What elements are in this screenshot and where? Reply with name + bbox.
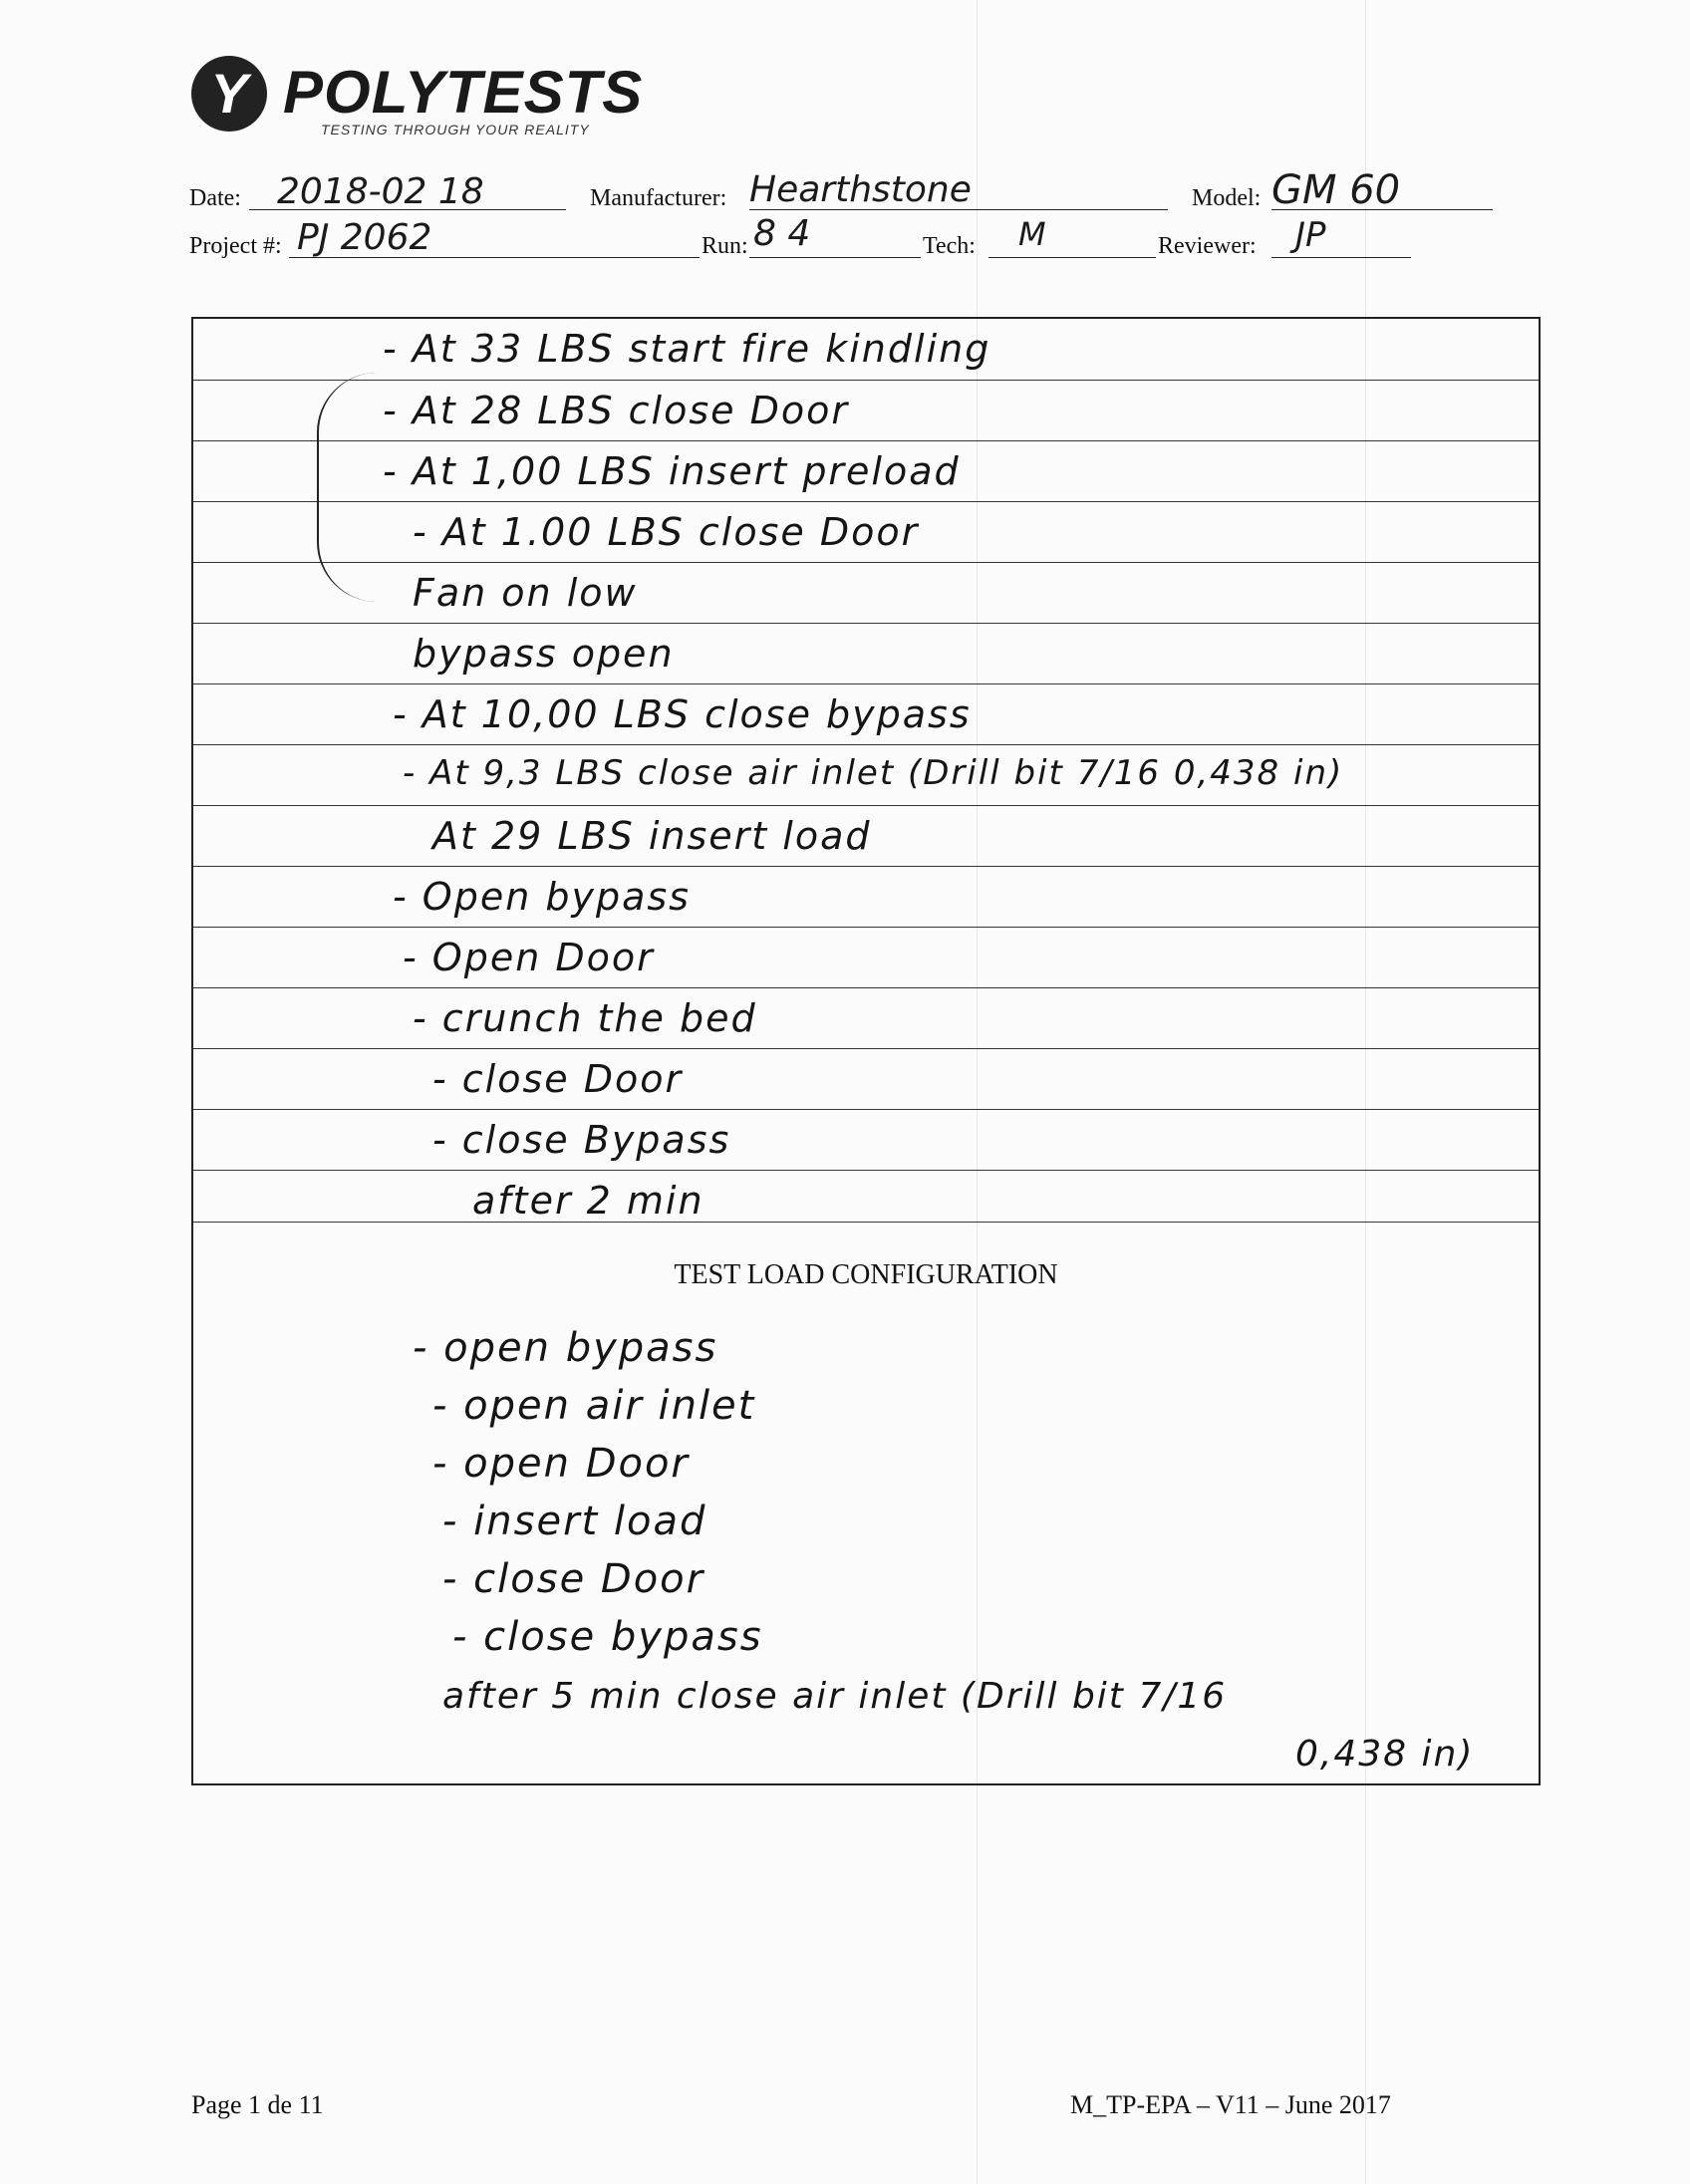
log-row-text: - Open Door [403, 936, 655, 979]
log-row[interactable] [193, 501, 1539, 563]
config-step: - insert load [442, 1499, 707, 1544]
config-step: - close Door [442, 1556, 705, 1602]
log-row-text: - At 10,00 LBS close bypass [393, 692, 972, 736]
log-row[interactable] [193, 683, 1539, 745]
log-row-text: - At 33 LBS start fire kindling [383, 327, 991, 371]
tech-value: M [1018, 215, 1046, 253]
log-row-text: - At 1.00 LBS close Door [413, 510, 920, 554]
date-value: 2018-02 18 [277, 171, 484, 212]
config-step: after 5 min close air inlet (Drill bit 7/16 [442, 1676, 1228, 1717]
date-field[interactable] [249, 171, 566, 212]
log-row[interactable] [193, 1048, 1539, 1110]
reviewer-field[interactable] [1271, 215, 1411, 258]
page-number: Page 1 de 11 [191, 2090, 324, 2119]
log-row-text: - close Door [432, 1057, 684, 1101]
log-row[interactable] [193, 866, 1539, 928]
config-step: 0,438 in) [1295, 1734, 1475, 1774]
log-row-text: At 29 LBS insert load [432, 814, 872, 858]
log-row[interactable] [193, 562, 1539, 624]
log-row[interactable] [193, 319, 1539, 381]
config-step: - open bypass [413, 1325, 718, 1371]
reviewer-label: Reviewer: [1158, 233, 1257, 259]
config-step: - open air inlet [432, 1383, 756, 1429]
log-row[interactable] [193, 744, 1539, 806]
run-field[interactable] [749, 213, 921, 258]
config-step: - close bypass [452, 1614, 763, 1660]
run-value: 8 4 [753, 213, 811, 254]
log-section-divider [193, 1222, 1539, 1223]
model-field[interactable] [1271, 167, 1493, 213]
run-label: Run: [702, 233, 748, 259]
logo-tagline: TESTING THROUGH YOUR REALITY [321, 122, 590, 137]
project-label: Project #: [189, 233, 282, 259]
log-row[interactable] [193, 380, 1539, 441]
logo-mark-icon: Y [191, 56, 267, 132]
log-row[interactable] [193, 987, 1539, 1049]
polytests-logo [191, 56, 644, 145]
manufacturer-field[interactable] [749, 169, 1168, 210]
model-value: GM 60 [1271, 167, 1401, 213]
logo-wordmark: POLYTESTS [283, 59, 644, 126]
manufacturer-label: Manufacturer: [590, 185, 727, 211]
tech-label: Tech: [923, 233, 976, 259]
document-id: M_TP-EPA – V11 – June 2017 [1070, 2090, 1391, 2119]
log-row-text: - At 28 LBS close Door [383, 389, 849, 432]
reviewer-value: JP [1295, 215, 1326, 255]
log-row-text: after 2 min [472, 1179, 704, 1223]
config-step: - open Door [432, 1441, 690, 1487]
procedure-log-box [191, 317, 1541, 1785]
log-row-text: bypass open [413, 632, 675, 676]
test-load-configuration-title: TEST LOAD CONFIGURATION [674, 1259, 1058, 1290]
manufacturer-value: Hearthstone [749, 169, 972, 210]
log-row[interactable] [193, 1170, 1539, 1222]
log-row-text: - Open bypass [393, 875, 691, 919]
project-field[interactable] [289, 217, 700, 258]
model-label: Model: [1192, 185, 1262, 211]
log-row-text: Fan on low [413, 571, 638, 615]
log-row[interactable] [193, 623, 1539, 684]
log-row-text: - close Bypass [432, 1118, 731, 1162]
log-row-text: - crunch the bed [413, 996, 757, 1040]
log-row[interactable] [193, 440, 1539, 502]
tech-field[interactable] [988, 215, 1156, 258]
handwritten-bracket-icon [317, 373, 379, 602]
log-row[interactable] [193, 805, 1539, 867]
log-row[interactable] [193, 927, 1539, 988]
log-row[interactable] [193, 1109, 1539, 1171]
project-value: PJ 2062 [297, 217, 432, 258]
date-label: Date: [189, 185, 241, 211]
log-row-text: - At 1,00 LBS insert preload [383, 449, 961, 493]
log-row-text: - At 9,3 LBS close air inlet (Drill bit 7/16 0,438 in) [403, 753, 1344, 793]
